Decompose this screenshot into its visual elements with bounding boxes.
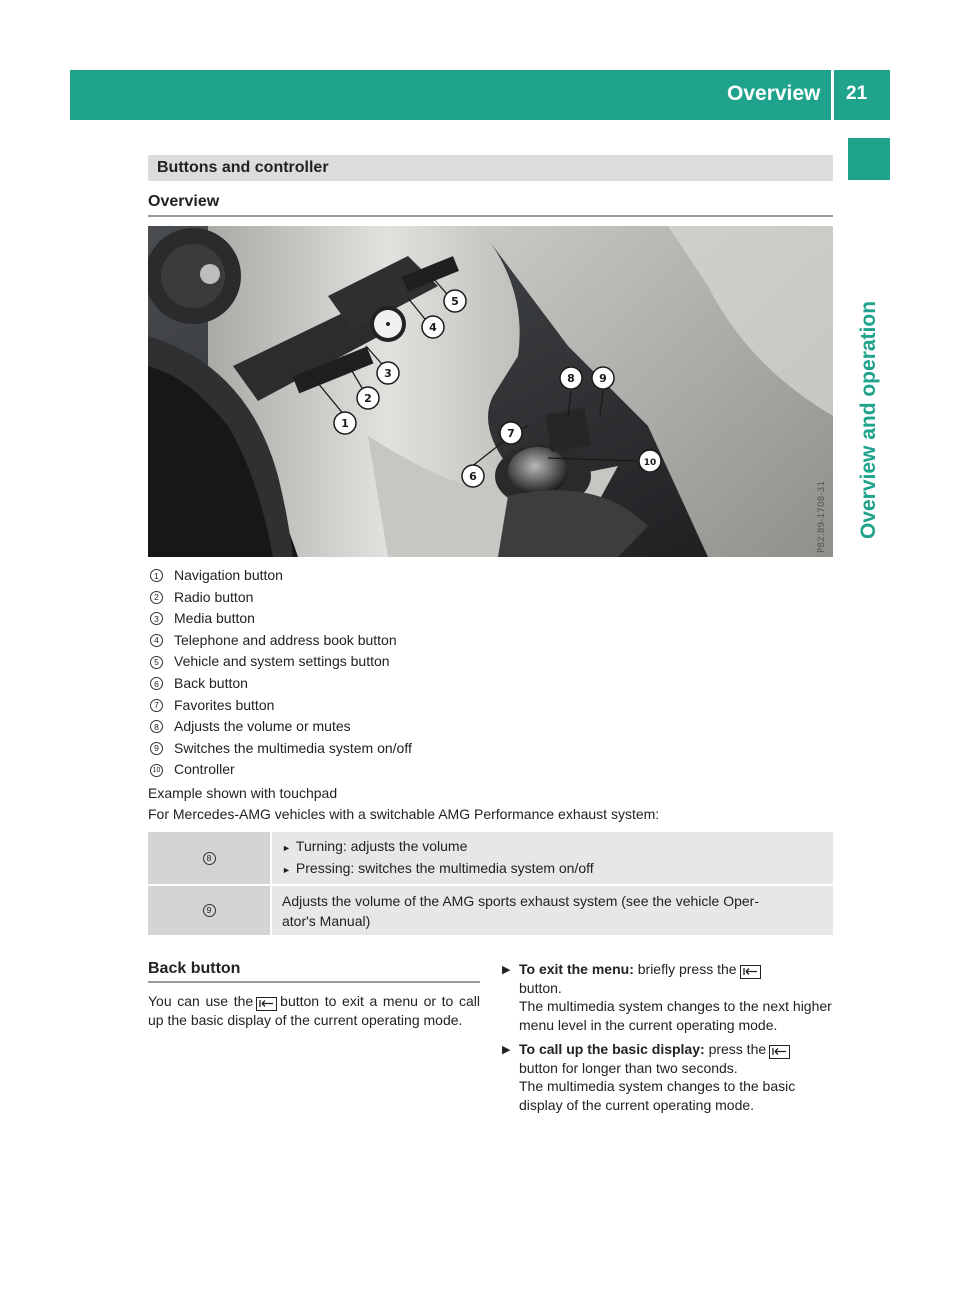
table-value-cell [272,832,833,884]
bullet-item [282,836,821,858]
back-button-body [148,992,480,1029]
amg-table [148,832,833,937]
side-tab-marker [848,138,890,180]
step-instruction: briefly press the [637,961,737,977]
legend-text: Switches the multimedia system on/off [174,739,412,756]
callout-3: 3 [384,367,392,380]
number-circle-icon: 6 [150,677,163,690]
callout-7: 7 [507,427,515,440]
table-key-cell [148,886,270,935]
number-circle-icon: 3 [150,612,163,625]
step-detail: The multimedia system changes to the basic display of the current operating mode. [519,1078,796,1113]
callout-4: 4 [429,321,437,334]
legend-text: Navigation button [174,567,283,583]
bullet-icon: ► [282,843,291,853]
step-arrow-icon: ▶ [502,964,511,976]
callout-6: 6 [469,470,477,483]
number-circle-icon: 8 [203,852,216,865]
table-row [148,832,833,884]
table-value-cell [272,886,833,935]
table-key-cell [148,832,270,884]
bullet-text: Turning: adjusts the volume [295,838,468,854]
legend-item [150,738,412,760]
callout-2: 2 [364,392,372,405]
legend-item [150,608,412,630]
number-circle-icon: 2 [150,591,163,604]
overview-heading: Overview [148,193,220,210]
amg-intro-caption: For Mercedes-AMG vehicles with a switchable AMG Performance exhaust system: [148,806,660,822]
legend-text: Telephone and address book button [174,631,397,648]
step-text [519,1040,834,1114]
header-title: Overview [727,82,821,105]
legend-item [150,759,412,781]
back-button-heading: Back button [148,960,241,977]
step-arrow-icon: ▶ [502,1044,511,1056]
body-text: button to exit a menu or to call up the basic display of the current operating mode. [148,993,480,1028]
callout-10: 10 [643,458,657,468]
back-button-rule [148,981,480,983]
bullet-icon: ► [282,865,291,875]
back-arrow-icon [769,1045,790,1059]
callout-1: 1 [341,417,349,430]
number-circle-icon: 9 [150,742,163,755]
legend-item [150,630,412,652]
number-circle-icon: 8 [150,720,163,733]
step-instruction: button for longer than two seconds. [519,1059,738,1076]
legend-item [150,695,412,717]
legend-text: Back button [174,674,248,691]
example-caption: Example shown with touchpad [148,785,338,801]
number-circle-icon: 1 [150,569,163,582]
step-item [502,1040,834,1114]
page-number: 21 [846,83,868,104]
steps-list [502,960,834,1120]
table-text-line: ator's Manual) [282,912,371,929]
overview-rule [148,215,833,217]
callout-9: 9 [599,372,607,385]
table-text-line: Adjusts the volume of the AMG sports exhaust system (see the vehicle Oper- [282,892,759,909]
center-console-photo [148,226,833,557]
back-arrow-icon [256,997,277,1011]
legend-item [150,565,412,587]
step-instruction: press the [708,1041,767,1057]
number-circle-icon: 9 [203,904,216,917]
back-arrow-icon [740,965,761,979]
section-title: Buttons and controller [157,159,329,176]
legend-text: Vehicle and system settings button [174,653,390,670]
legend-item [150,651,412,673]
bullet-item [282,858,821,880]
legend-list [150,565,412,781]
legend-text: Radio button [174,588,254,605]
step-detail: The multimedia system changes to the next higher menu level in the current operating mode. [519,998,832,1033]
step-instruction: button. [519,979,562,996]
legend-item [150,673,412,695]
step-item [502,960,834,1034]
legend-text: Controller [174,761,235,778]
legend-text: Media button [174,610,255,627]
step-label: To call up the basic display: [519,1041,705,1057]
body-text: You can use the [148,993,254,1009]
center-console-illustration [148,226,833,557]
number-circle-icon: 7 [150,699,163,712]
legend-text: Adjusts the volume or mutes [174,718,351,735]
legend-item [150,587,412,609]
bullet-text: Pressing: switches the multimedia system on/off [295,860,594,876]
legend-text: Favorites button [174,696,275,713]
callout-8: 8 [567,372,575,385]
callout-5: 5 [451,295,459,308]
step-text [519,960,834,1034]
photo-code: P82.89-1708-31 [817,480,827,553]
number-circle-icon: 5 [150,656,163,669]
side-tab-label: Overview and operation [857,300,880,540]
step-label: To exit the menu: [519,961,634,977]
legend-item [150,716,412,738]
number-circle-icon: 4 [150,634,163,647]
table-row [148,886,833,935]
header-separator [831,70,834,120]
number-circle-icon: 10 [150,764,163,777]
